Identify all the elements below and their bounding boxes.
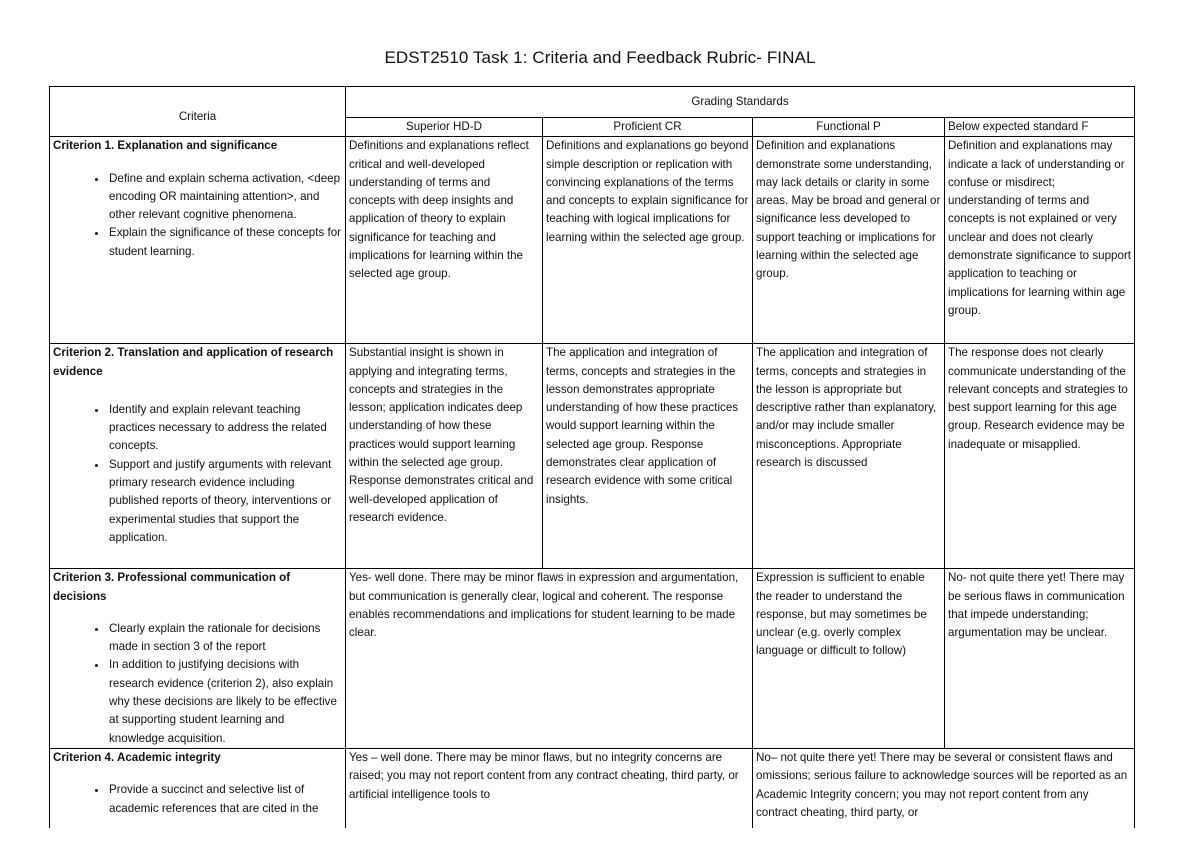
criterion-bullet-list <box>53 620 342 748</box>
grading-standards-header: Grading Standards <box>346 87 1135 118</box>
criterion-cell-4 <box>50 748 346 828</box>
criterion-title: Criterion 2. Translation and application of research evidence <box>53 346 334 378</box>
criterion-bullet: • Explain the significance of these concepts for student learning. <box>108 224 342 261</box>
criteria-header: Criteria <box>50 87 346 137</box>
descriptor-p-f: No– not quite there yet! There may be several or consistent flaws and omissions; serious failure to acknowledge sources will be reported as an Academic Integrity concern; you may not report content from any contract cheating, third party, or <box>753 748 1135 828</box>
descriptor-p: Expression is sufficient to enable the reader to understand the response, but may sometimes be unclear (e.g. overly complex language or difficult to follow) <box>753 569 945 749</box>
criterion-cell-1 <box>50 137 346 344</box>
grade-level-hd: Superior HD-D <box>346 118 543 137</box>
descriptor-hd: Definitions and explanations reflect critical and well-developed understanding of terms and concepts with deep insights and application of theory to explain significance for teaching and implications for learning within the selected age group. <box>346 137 543 344</box>
criterion-title: Criterion 1. Explanation and significance <box>53 139 278 153</box>
rubric-table <box>49 86 1135 828</box>
grade-level-f: Below expected standard F <box>945 118 1135 137</box>
criterion-bullet: • Identify and explain relevant teaching practices necessary to address the related concepts. <box>108 401 342 456</box>
grade-level-p: Functional P <box>753 118 945 137</box>
criterion-bullet: • Provide a succinct and selective list of academic references that are cited in the <box>108 781 342 818</box>
criterion-bullet: • Clearly explain the rationale for decisions made in section 3 of the report <box>108 620 342 657</box>
criterion-bullet-list <box>53 170 342 261</box>
criterion-row-2 <box>50 344 1135 569</box>
criterion-row-4 <box>50 748 1135 828</box>
descriptor-p: Definition and explanations demonstrate some understanding, may lack details or clarity in some areas. May be broad and general or significance less developed to support teaching or implications for learning within the selected age group. <box>753 137 945 344</box>
descriptor-f: No- not quite there yet! There may be serious flaws in communication that impede understanding; argumentation may be unclear. <box>945 569 1135 749</box>
descriptor-hd-cr: Yes – well done. There may be minor flaws, but no integrity concerns are raised; you may not report content from any contract cheating, third party, or artificial intelligence tools to <box>346 748 753 828</box>
criterion-title: Criterion 3. Professional communication of decisions <box>53 571 291 603</box>
descriptor-p: The application and integration of terms, concepts and strategies in the lesson is appropriate but descriptive rather than explanatory, and/or may include smaller misconceptions. Appropriate research is discussed <box>753 344 945 569</box>
criterion-bullet: • Define and explain schema activation, <deep encoding OR maintaining attention>, and other relevant cognitive phenomena. <box>108 170 342 225</box>
descriptor-hd-cr: Yes- well done. There may be minor flaws in expression and argumentation, but communication is generally clear, logical and coherent. The response enables recommendations and implications for student learning to be made clear. <box>346 569 753 749</box>
header-row-grading <box>50 87 1135 118</box>
criterion-cell-2 <box>50 344 346 569</box>
criterion-cell-3 <box>50 569 346 749</box>
criterion-row-3 <box>50 569 1135 749</box>
descriptor-cr: Definitions and explanations go beyond simple description or replication with convincing explanations of the terms and concepts to explain significance for teaching with logical implications for learning within the selected age group. <box>543 137 753 344</box>
criterion-bullet: • In addition to justifying decisions with research evidence (criterion 2), also explain why these decisions are likely to be effective at supporting student learning and knowledge acquisition. <box>108 656 342 747</box>
criterion-bullet-list <box>53 401 342 547</box>
descriptor-f: The response does not clearly communicate understanding of the relevant concepts and strategies to best support learning for this age group. Research evidence may be inadequate or misapplied. <box>945 344 1135 569</box>
descriptor-cr: The application and integration of terms, concepts and strategies in the lesson demonstrates appropriate understanding of how these practices would support learning within the selected age group. Response demonstrates clear application of research evidence with some critical insights. <box>543 344 753 569</box>
grade-level-cr: Proficient CR <box>543 118 753 137</box>
descriptor-hd: Substantial insight is shown in applying and integrating terms, concepts and strategies in the lesson; application indicates deep understanding of how these practices would support learning within the selected age group. Response demonstrates critical and well-developed application of research evidence. <box>346 344 543 569</box>
descriptor-f: Definition and explanations may indicate a lack of understanding or confuse or misdirect; understanding of terms and concepts is not explained or very unclear and does not clearly demonstrate significance to support application to teaching or implications for learning within age group. <box>945 137 1135 344</box>
criterion-title: Criterion 4. Academic integrity <box>53 750 221 764</box>
criterion-bullet-list <box>53 781 342 818</box>
criterion-bullet: • Support and justify arguments with relevant primary research evidence including published reports of theory, interventions or experimental studies that support the application. <box>108 456 342 547</box>
document-title: EDST2510 Task 1: Criteria and Feedback Rubric- FINAL <box>384 48 816 67</box>
criterion-row-1 <box>50 137 1135 344</box>
